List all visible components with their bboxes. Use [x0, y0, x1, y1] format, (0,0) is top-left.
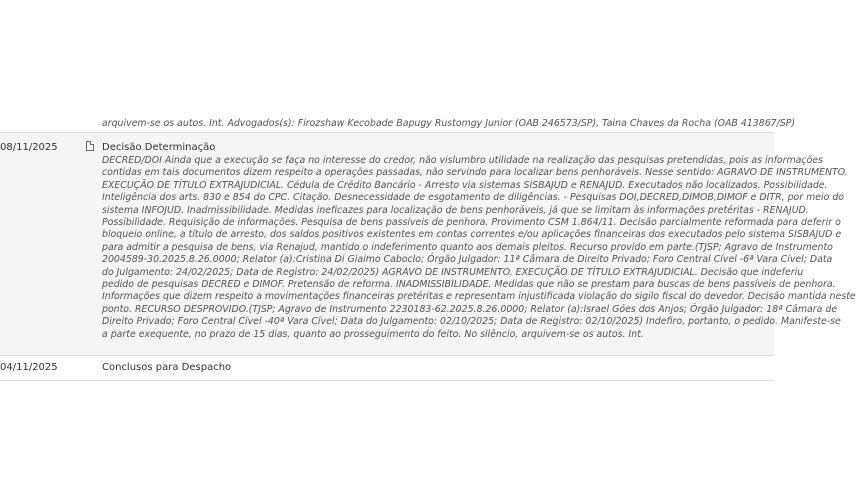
description-line: a parte exequente, no prazo de 15 dias, quanto ao prosseguimento do feito. No silêncio, arquivem-se os autos. Int. [102, 328, 644, 340]
movement-description-tail: arquivem-se os autos. Int. Advogados(s): Firozshaw Kecobade Bapugy Rustomgy Junior (OAB 246573/SP), Taina Chaves da Rocha (OAB 413867/SP) [102, 118, 796, 129]
description-line: EXECUÇÃO DE TÍTULO EXTRAJUDICIAL. Cédula de Crédito Bancário - Arresto via sistemas SISBAJUD e RENAJUD. Executados não localizados. Possibilidade. [102, 179, 828, 191]
description-line: bloqueio online, a título de arresto, dos saldos positivos existentes em contas correntes e/ou aplicações financeiras dos executados pelo sistema SISBAJUD e [102, 229, 842, 241]
movement-date: 04/11/2025 [0, 362, 58, 373]
description-line: Direito Privado; Foro Central Cível -40ª Vara Cível; Data do Julgamento: 02/10/2025; Data de Registro: 02/10/2025) Indefiro, portanto, o pedido. Manifeste-se [102, 316, 841, 328]
description-line: ponto. RECURSO DESPROVIDO.(TJSP; Agravo de Instrumento 2230183-62.2025.8.26.0000; Relator (a):Israel Góes dos Anjos; Órgão Julgador: 18ª Câmara de [102, 303, 838, 315]
document-icon[interactable] [86, 141, 94, 151]
movement-title: Conclusos para Despacho [102, 362, 232, 373]
movement-row-decision [0, 133, 856, 356]
movement-title[interactable]: Decisão Determinação [102, 142, 216, 153]
movement-row-conclusos [0, 356, 774, 381]
movement-date: 08/11/2025 [0, 142, 58, 153]
description-line: DECRED/DOI Ainda que a execução se faça no interesse do credor, não vislumbro utilidade na realização das pesquisas pretendidas, pois as informações [102, 155, 823, 166]
movement-row-previous [0, 0, 796, 133]
description-line: Inteligência dos arts. 830 e 854 do CPC. Citação. Desnecessidade de esgotamento de diligências. - Pesquisas DOI,DECRED,DIMOB,DIMOF e DITR, por meio do [102, 192, 845, 204]
description-line: Informações que dizem respeito a movimentações financeiras pretéritas e representam injustificada violação do sigilo fiscal do devedor. Decisão mantida neste [102, 291, 856, 303]
description-line: Possibilidade. Requisição de informações. Pesquisa de bens passíveis de penhora. Provimento CSM 1.864/11. Decisão parcialmente reformada para deferir o [102, 217, 841, 229]
description-line: contidas em tais documentos dizem respeito a operações passadas, não servindo para localizar bens penhoráveis. Nesse sentido: AGRAVO DE INSTRUMENTO. [102, 167, 848, 179]
description-line: do Julgamento: 24/02/2025; Data de Registro: 24/02/2025) AGRAVO DE INSTRUMENTO. EXECUÇÃO DE TÍTULO EXTRAJUDICIAL. Decisão que indeferiu [102, 266, 804, 278]
description-line: 2004589-30.2025.8.26.0000; Relator (a):Cristina Di Giaimo Caboclo; Órgão Julgador: 11ª Câmara de Direito Privado; Foro Central Cível -6ª Vara Cível; Data [102, 254, 833, 266]
description-line: sistema INFOJUD. Inadmissibilidade. Medidas ineficazes para localização de bens penhoráveis, já que se limitam às informações pretéritas - RENAJUD. [102, 204, 809, 216]
description-line: para admitir a pesquisa de bens, via Renajud, mantido o indeferimento quanto aos demais pleitos. Recurso provido em parte.(TJSP; Agravo de Instrumento [102, 241, 833, 253]
description-line: pedido de pesquisas DECRED e DIMOF. Pretensão de reforma. INADMISSIBILIDADE. Medidas que não se prestam para buscas de bens passíveis de penhora. [102, 279, 836, 291]
movement-description [102, 155, 856, 341]
